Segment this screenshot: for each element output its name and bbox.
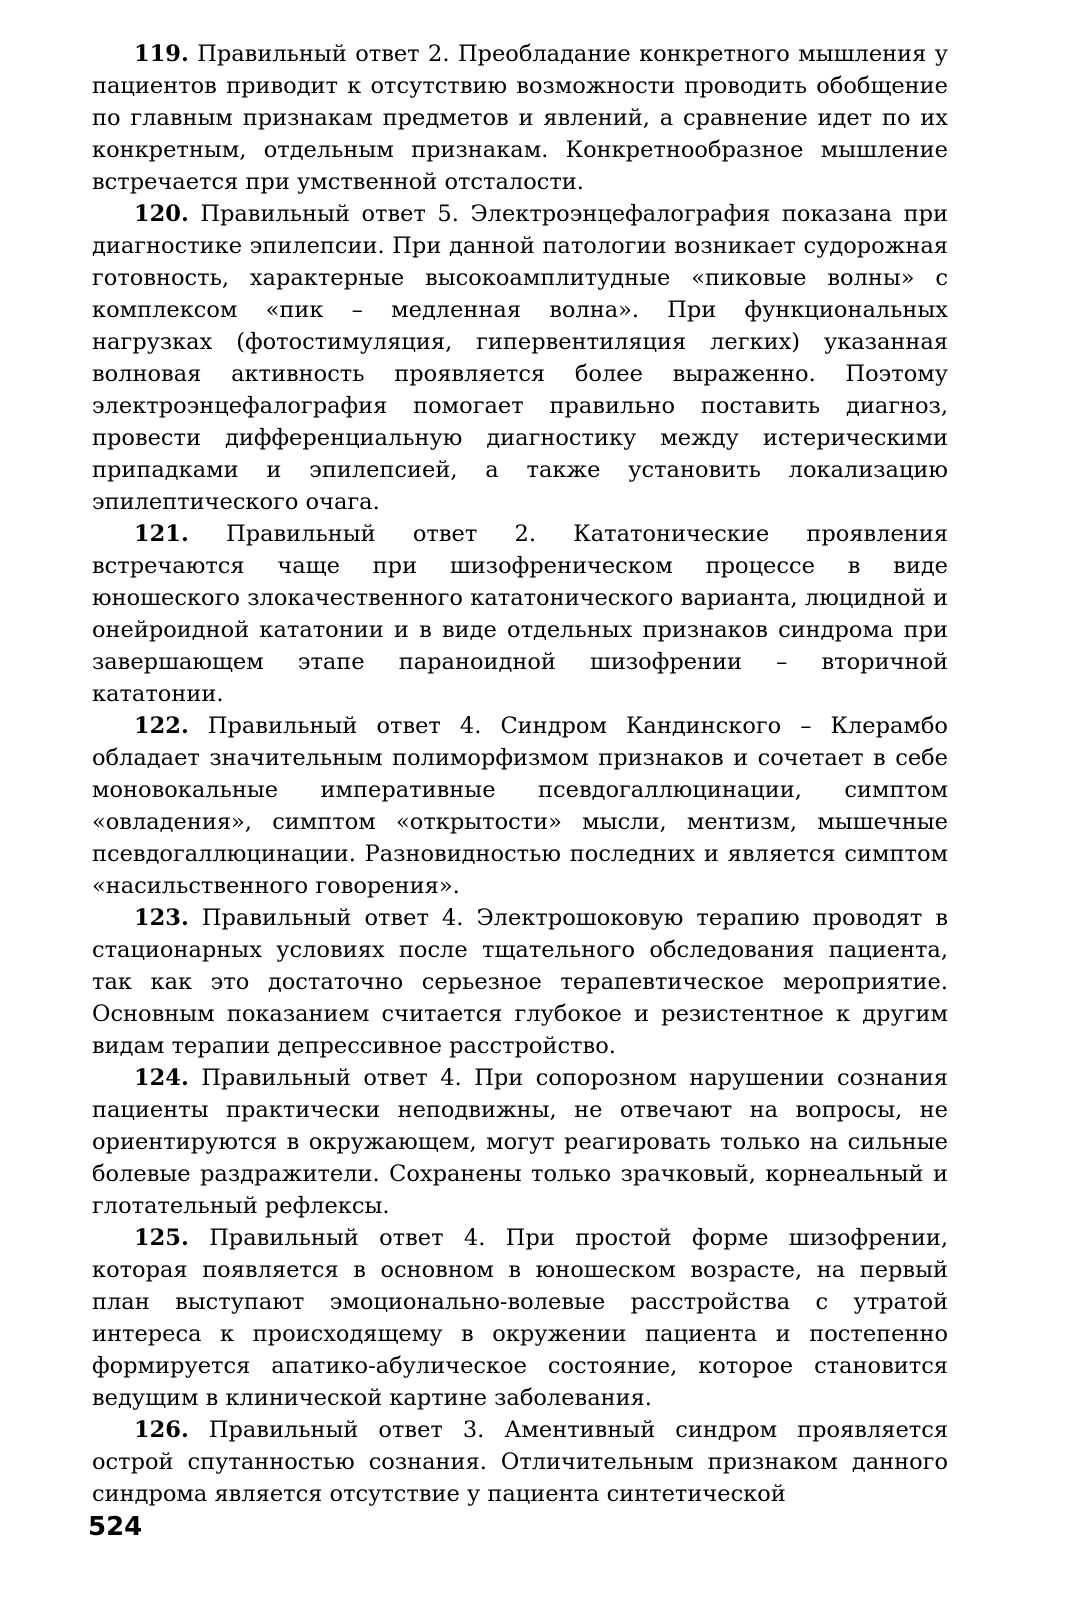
page-number: 524 [88,1512,143,1542]
answer-122 [92,710,948,902]
answer-text: Преобладание конкретного мышления у пациентов приводит к отсутствию возможности проводить обобщение по главным признакам предметов и явлений, а сравнение идет по их конкретным, отдельным признакам. Конкретнообразное мышление встречается при умственной отсталости. [92,41,948,195]
answer-text: При простой форме шизофрении, которая появляется в основном в юношеском возрасте, на первый план выступают эмоционально-волевые расстройства с утратой интереса к происходящему в окружении пациента и постепенно формируется апатико-абулическое состояние, которое становится ведущим в клинической картине заболевания. [92,1225,948,1411]
answer-number: 121. [134,521,189,547]
answer-119 [92,38,948,198]
answer-lead: Правильный ответ 5. [200,201,459,227]
answer-number: 126. [134,1417,189,1443]
answer-126 [92,1414,948,1510]
answer-121 [92,518,948,710]
answer-lead: Правильный ответ 2. [197,41,450,67]
answer-120 [92,198,948,518]
page-body [92,38,948,1510]
answer-125 [92,1222,948,1414]
answer-lead: Правильный ответ 3. [208,1417,485,1443]
answer-lead: Правильный ответ 4. [201,1065,462,1091]
answer-text: Электроэнцефалография показана при диагностике эпилепсии. При данной патологии возникает судорожная готовность, характерные высокоамплитудные «пиковые волны» с комплексом «пик – медленная волна». При функциональных нагрузках (фотостимуляция, гипервентиляция легких) указанная волновая активность проявляется более выраженно. Поэтому электроэнцефалография помогает правильно поставить диагноз, провести дифференциальную диагностику между истерическими припадками и эпилепсией, а также установить локализацию эпилептического очага. [92,201,948,515]
answer-lead: Правильный ответ 4. [207,713,482,739]
answer-124 [92,1062,948,1222]
answer-number: 125. [134,1225,189,1251]
answer-text: Электрошоковую терапию проводят в стационарных условиях после тщательного обследования пациента, так как это достаточно серьезное терапевтическое мероприятие. Основным показанием считается глубокое и резистентное к другим видам терапии депрессивное расстройство. [92,905,949,1059]
answer-text: Аментивный синдром проявляется острой спутанностью сознания. Отличительным признаком данного синдрома является отсутствие у пациента синтетической [92,1417,949,1507]
answer-number: 123. [134,905,189,931]
answer-text: Синдром Кандинского – Клерамбо обладает значительным полиморфизмом признаков и сочетает в себе моновокальные императивные псевдогаллюцинации, симптом «овладения», симптом «открытости» мысли, ментизм, мышечные псевдогаллюцинации. Разновидностью последних и является симптом «насильственного говорения». [92,713,948,899]
answer-number: 120. [134,201,189,227]
answer-lead: Правильный ответ 2. [226,521,537,547]
answer-text: Кататонические проявления встречаются чаще при шизофреническом процессе в виде юношеского злокачественного кататонического варианта, люцидной и онейроидной кататонии и в виде отдельных признаков синдрома при завершающем этапе параноидной шизофрении – вторичной кататонии. [92,521,948,707]
answer-lead: Правильный ответ 4. [201,905,464,931]
answer-text: При сопорозном нарушении сознания пациенты практически неподвижны, не отвечают на вопросы, не ориентируются в окружающем, могут реагировать только на сильные болевые раздражители. Сохранены только зрачковый, корнеальный и глотательный рефлексы. [92,1065,948,1219]
answer-lead: Правильный ответ 4. [209,1225,486,1251]
answer-123 [92,902,948,1062]
answer-number: 122. [134,713,189,739]
answer-number: 124. [134,1065,189,1091]
answer-number: 119. [134,41,189,67]
